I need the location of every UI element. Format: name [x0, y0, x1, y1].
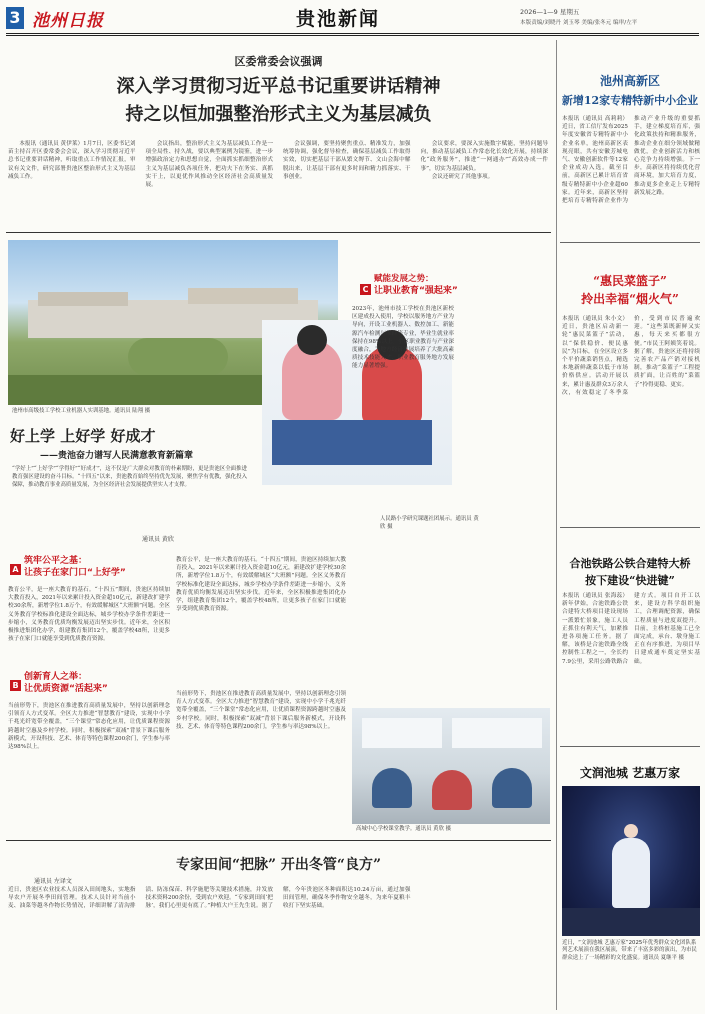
right-story3-body: 本报讯（通讯员 张海蕊）新年伊始，合池铁路公铁合建特大桥项目建设现场一派繁忙景象，施工人员正抓住有利天气，加紧推进各项施工任务。据了解，该桥是合池铁路全线控制性工程之一，全长约7.9公里，采用公路铁路合建方式。项目自开工以来，建设方科学组织施工，合理调配资源，确保工程质量与进度双提升。目前，主桥桩基施工已全面完成，承台、墩身施工正在有序推进，为项目早日建成通车奠定坚实基础。 [562, 593, 700, 665]
newspaper-logo: 池州日报 [32, 11, 104, 31]
right-story1-title1: 池州高新区 [599, 74, 660, 88]
middle-column-text: 教育公平，是一座大教育的基石。“十四五”期间，贵池区持续加大教育投入，2021年以来累计投入资金超10亿元，新建改扩建学校30余所，新增学位1.8万个，有效缓解城区“大班额”问题。全区义务教育学校标准化建设全面达标，城乡学校办学条件差距进一步缩小，义务教育优质均衡发展迈出坚实步伐。近年来，全区积极推进集团化办学，组建教育集团12个，覆盖学校48所，让更多孩子在家门口就能享受到优质教育资源。 [176, 557, 346, 613]
students-photo-caption: 人民路小学研究课题社团展示。通讯员 黄欣 摄 [380, 516, 479, 530]
section-c-body: 2023年，池州市技工学校在贵池区新校区建成投入使用，学校以服务地方产业为导向，开设工业机器人、数控加工、新能源汽车检测与维修等专业，毕业生就业率保持在98%以上。全区职业教育与产业深度融合，为地方经济发展培养了大批高素质技术技能人才，职业教育服务地方发展能力显著增强。 [352, 306, 454, 370]
section-b-body: 当前形势下，贵池区在推进教育高质量发展中，坚持以创新理念引领育人方式变革。全区大力推进“智慧教育”建设，实现中小学千兆光纤宽带全覆盖，“三个课堂”常态化应用，让优质课程资源跨越时空惠及乡村学校。同时，积极探索“双减”背景下课后服务新模式，开设科技、艺术、体育等特色课程200余门，学生参与率达98%以上。 [8, 703, 170, 751]
feature-subtitle: ——贵池奋力谱写人民满意教育新篇章 [40, 451, 194, 461]
section-a-header [8, 556, 148, 582]
section-a-body: 教育公平，是一座大教育的基石。“十四五”期间，贵池区持续加大教育投入，2021年以来累计投入资金超10亿元，新建改扩建学校30余所，新增学位1.8万个，有效缓解城区“大班额”问题。全区义务教育学校标准化建设全面达标，城乡学校办学条件差距进一步缩小，义务教育优质均衡发展迈出坚实步伐。近年来，全区积极推进集团化办学，组建教育集团12个，覆盖学校48所，让更多孩子在家门口就能享受到优质教育资源。 [8, 587, 170, 643]
lead-para-1: 本报讯（通讯员 黄伊莱）1月7日，区委书记刘苗主持召开区委常委会会议，深入学习贯彻习近平总书记重要讲话精神，听取重点工作情况汇报，审议有关文件，研究部署贵池区整治形式主义为基层减负工作。 [8, 141, 136, 180]
performance-photo-caption: 近日，“文润池城 艺惠万家”2025年优秀群众文化团队系列艺术展演在我区展演，带来了丰富多彩的演出，为市民群众送上了一场精彩的文化盛宴。通讯员 夏继平 摄 [562, 940, 697, 961]
feature-intro: “学好上”“上好学”“学得好”“好成才”，这不仅是广大群众对教育的朴素期盼，更是贵池区全面推进教育强区建设的奋斗目标。“十四五”以来，贵池教育始终坚持优先发展，聚焦学有优教，强化投入保障，推动教育事业高质量发展，为全区经济社会发展提供坚实人才支撑。 [12, 466, 247, 489]
section-a-title1: 筑牢公平之基： [24, 556, 88, 566]
lead-para-3: 会议强调，要坚持聚焦重点、精准发力，加强统筹协调，强化督导检查，确保基层减负工作取得实效，切实把基层干部从繁文缛节、文山会海中解脱出来，让基层干部有更多时间和精力抓落实、干事创业。 [283, 141, 411, 180]
lead-title-line1: 深入学习贯彻习近平总书记重要讲话精神 [116, 76, 441, 97]
right-story4-title: 文润池城 艺惠万家 [579, 766, 681, 780]
section-c-header [352, 270, 552, 300]
performance-photo [562, 786, 700, 936]
section-c-title1: 赋能发展之势： [374, 274, 434, 284]
section-b-title2: 让优质资源“活起来” [24, 684, 108, 694]
section-c-badge: C [360, 284, 371, 295]
section-b-badge: B [10, 680, 21, 691]
right-story1-title2: 新增12家专精特新中小企业 [561, 94, 699, 107]
section-b-body-cont: 当前形势下，贵池区在推进教育高质量发展中，坚持以创新理念引领育人方式变革。全区大力推进“智慧教育”建设，实现中小学千兆光纤宽带全覆盖，“三个课堂”常态化应用，让优质课程资源跨越时空惠及乡村学校。同时，积极探索“双减”背景下课后服务新模式，开设科技、艺术、体育等特色课程200余门，学生参与率达98%以上。 [176, 691, 346, 730]
section-b-title1: 创新育人之举： [24, 672, 88, 682]
section-b-header [8, 672, 148, 698]
classroom-photo [352, 708, 550, 824]
section-a-title2: 让孩子在家门口“上好学” [24, 568, 126, 578]
bottom-story-byline: 通讯员 左译文 [34, 878, 72, 885]
section-c-title2: 让职业教育“强起来” [374, 286, 458, 296]
lead-para-4: 会议要求，要深入实施数字赋能，坚持问题导向，推动基层减负工作常态化长效化开展，持续深化“政务服务”，推进“一网通办”“高效办成一件事”，切实为基层减负。 [420, 141, 548, 172]
vocational-photo-caption: 池州市高级技工学校工业机器人实训基地。通讯员 陆翔 摄 [12, 408, 151, 414]
bottom-story-title: 专家田间“把脉” 开出冬管“良方” [175, 857, 382, 873]
bottom-story-body: 近日，贵池区农业技术人员深入田间地头，实地指导农户开展冬季田间管理。技术人员针对当前小麦、油菜等越冬作物长势情况，详细讲解了清沟排渍、防冻保苗、科学施肥等关键技术措施，并发放技术资料200余份，受到农户欢迎。“专家到田间‘把脉’，我们心里更有底了。”种植大户王先生说。据了解，今年贵池区冬种面积达10.24万亩，通过加强田间管理，确保冬季作物安全越冬，为来年夏粮丰收打下坚实基础。 [8, 887, 411, 910]
right-story1-body: 本报讯（通讯员 高莉莉）近日，省工信厅发布2025年度安徽省专精特新中小企业名单，池州高新区表现亮眼，共有安徽芳城电气、安徽创新软件等12家企业成功入选。截至目前，高新区已累计培育省级专精特新中小企业超60家。近年来，高新区坚持把培育专精特新企业作为推动产业升级的重要抓手，建立梯度培育库，强化政策扶持和精准服务，推动企业在细分领域做精做优，企业创新活力和核心竞争力持续增强。下一步，高新区将持续优化营商环境，加大培育力度，推动更多企业走上专精特新发展之路。 [562, 116, 700, 205]
section-title: 贵池新闻 [296, 8, 381, 30]
masthead [0, 0, 705, 34]
lead-para-5: 会议还研究了其他事项。 [431, 173, 494, 180]
page-number-badge [6, 7, 24, 29]
right-story3-title1: 合池铁路公铁合建特大桥 [569, 557, 691, 570]
right-story2-title2: 拎出幸福“烟火气” [581, 292, 679, 306]
section-a-badge: A [10, 564, 21, 575]
page-number: 3 [9, 8, 21, 27]
classroom-photo-caption: 高城中心学校课堂教学。通讯员 黄欣 摄 [356, 826, 452, 832]
date-line: 2026—1—9 星期五 [520, 8, 580, 16]
right-story2-body: 本报讯（通讯员 朱小文）近日，贵池区启动新一轮“惠民菜篮子”活动，以“保供稳价、便民惠民”为目标，在全区设立多个平价蔬菜销售点，精选本地新鲜蔬菜以低于市场价格供应。活动开展以来，累计惠及群众3万余人次，有效稳定了冬季菜价，受到市民普遍欢迎。“这些菜既新鲜又实惠，每天来买都很方便。”市民王阿姨笑着说。据了解，贵池区还将持续完善农产品产销对接机制，推动“菜篮子”工程提质扩面，让百姓的“菜篮子”拎得更稳、更实。 [562, 316, 700, 396]
lead-body [8, 140, 548, 228]
editors-line: 本版责编/刘晓丹 刘玉琴 美编/张冬元 编审/左平 [520, 20, 638, 26]
feature-byline: 通讯员 黄欣 [142, 536, 174, 543]
right-story3-title2: 按下建设“快进键” [585, 574, 675, 587]
lead-para-2: 会议指出，整治形式主义为基层减负工作是一项全局性、持久战，要以典型案例为镜鉴，进一步增强政治定力和思想自觉，全面抓实抓细整治形式主义为基层减负各项任务，把功夫下在务实、真抓实干上，以更优作风推动全区经济社会高质量发展。 [145, 141, 273, 189]
right-story2-title1: “惠民菜篮子” [593, 274, 667, 288]
lead-kicker: 区委常委会议强调 [234, 55, 323, 68]
feature-title: 好上学 上好学 好成才 [10, 427, 156, 445]
lead-title-line2: 持之以恒加强整治形式主义为基层减负 [125, 104, 432, 125]
